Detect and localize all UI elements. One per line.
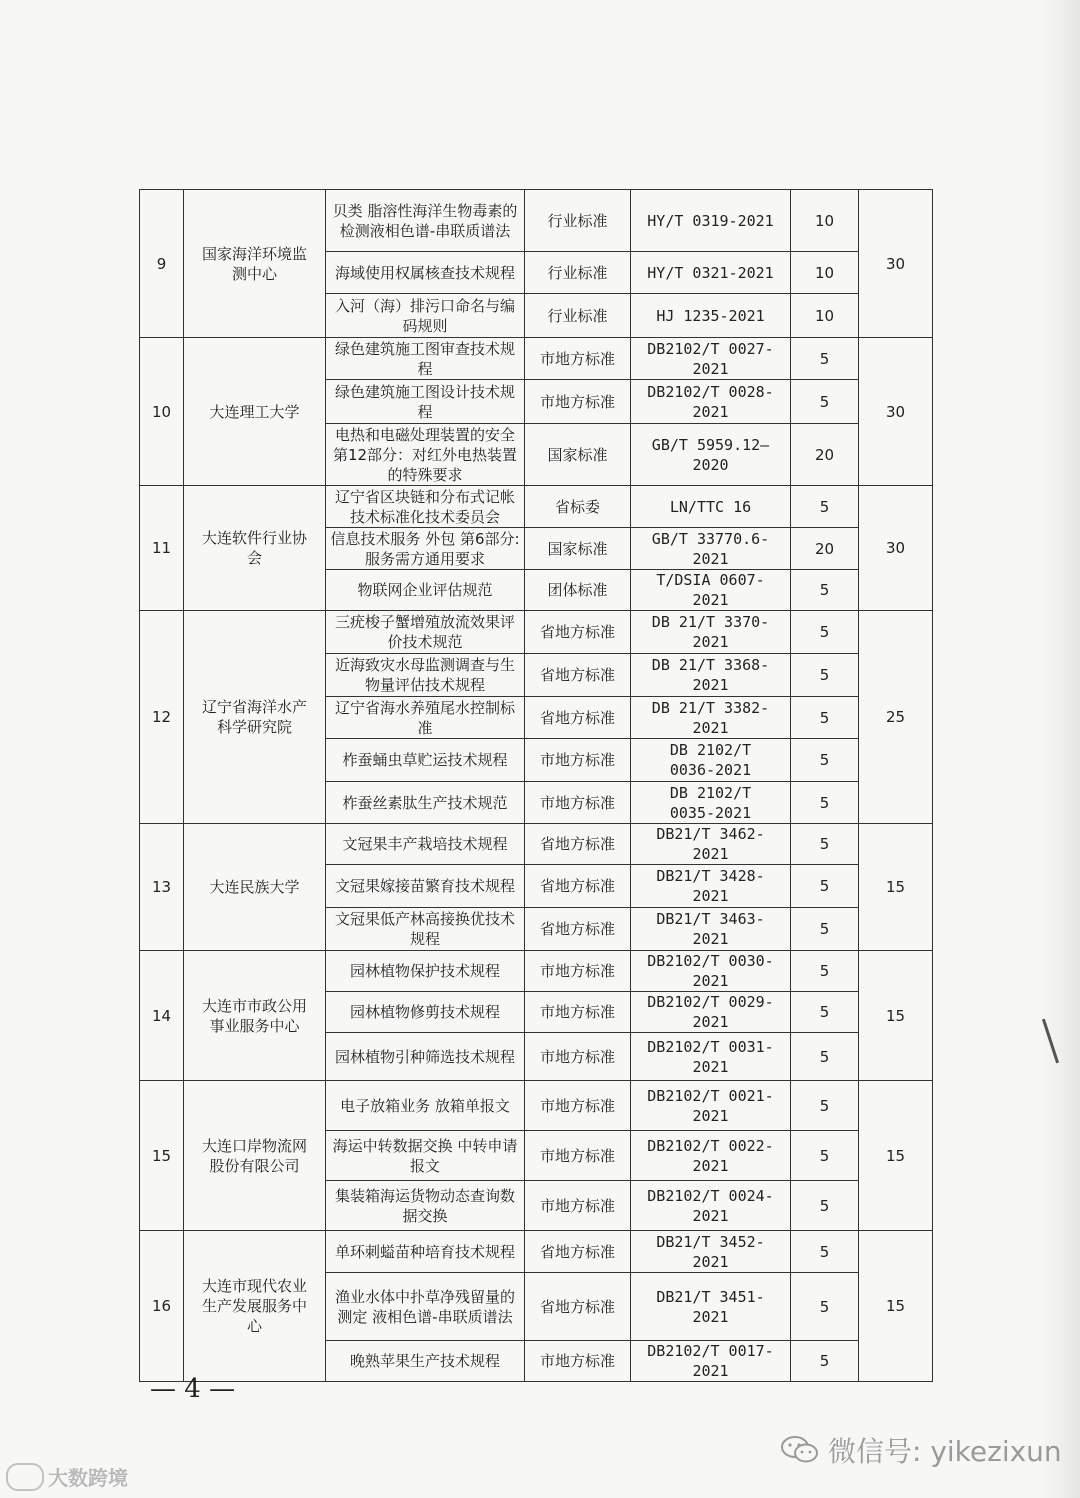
standard-type: 省地方标准: [525, 1273, 631, 1341]
table-row: [140, 611, 933, 654]
item-score: 5: [791, 1181, 859, 1231]
standard-code: DB2102/T 0022-2021: [631, 1131, 791, 1181]
item-score: 5: [791, 992, 859, 1033]
standard-code: LN/TTC 16: [631, 486, 791, 528]
standard-type: 市地方标准: [525, 992, 631, 1033]
standard-code: DB2102/T 0021-2021: [631, 1081, 791, 1131]
item-score: 5: [791, 865, 859, 908]
standard-type: 市地方标准: [525, 782, 631, 824]
standard-code: DB21/T 3462-2021: [631, 824, 791, 865]
standard-type: 省地方标准: [525, 697, 631, 739]
standard-type: 省地方标准: [525, 1231, 631, 1273]
standard-code: DB 2102/T 0035-2021: [631, 782, 791, 824]
table-row: [140, 951, 933, 992]
standard-name: 渔业水体中扑草净残留量的测定 液相色谱-串联质谱法: [326, 1273, 525, 1341]
row-number: 15: [140, 1081, 184, 1231]
standard-name: 园林植物保护技术规程: [326, 951, 525, 992]
standard-code: DB2102/T 0029-2021: [631, 992, 791, 1033]
organization-name: 大连理工大学: [184, 338, 326, 486]
standard-type: 省地方标准: [525, 611, 631, 654]
item-score: 5: [791, 1231, 859, 1273]
standard-type: 团体标准: [525, 570, 631, 611]
standard-name: 单环刺螠苗种培育技术规程: [326, 1231, 525, 1273]
group-total-score: 15: [859, 1231, 933, 1382]
standard-type: 省地方标准: [525, 654, 631, 697]
standard-type: 市地方标准: [525, 739, 631, 782]
item-score: 5: [791, 782, 859, 824]
standard-code: GB/T 5959.12—2020: [631, 424, 791, 486]
item-score: 5: [791, 611, 859, 654]
item-score: 5: [791, 380, 859, 424]
standard-name: 电子放箱业务 放箱单报文: [326, 1081, 525, 1131]
standard-type: 国家标准: [525, 424, 631, 486]
item-score: 10: [791, 294, 859, 338]
item-score: 5: [791, 486, 859, 528]
page-edge-shadow: [1040, 0, 1080, 1498]
item-score: 5: [791, 1273, 859, 1341]
item-score: 5: [791, 824, 859, 865]
item-score: 5: [791, 654, 859, 697]
standard-name: 辽宁省海水养殖尾水控制标准: [326, 697, 525, 739]
standard-code: HY/T 0321-2021: [631, 252, 791, 294]
standard-name: 绿色建筑施工图审查技术规程: [326, 338, 525, 380]
standard-name: 贝类 脂溶性海洋生物毒素的检测液相色谱-串联质谱法: [326, 190, 525, 252]
row-number: 14: [140, 951, 184, 1081]
standard-type: 省地方标准: [525, 908, 631, 951]
standard-code: T/DSIA 0607-2021: [631, 570, 791, 611]
organization-name: 辽宁省海洋水产科学研究院: [184, 611, 326, 824]
standard-type: 国家标准: [525, 528, 631, 570]
item-score: 5: [791, 697, 859, 739]
standard-type: 省标委: [525, 486, 631, 528]
group-total-score: 30: [859, 486, 933, 611]
organization-name: 大连市现代农业生产发展服务中心: [184, 1231, 326, 1382]
item-score: 5: [791, 1033, 859, 1081]
standard-name: 入河（海）排污口命名与编码规则: [326, 294, 525, 338]
standard-code: DB 2102/T 0036-2021: [631, 739, 791, 782]
standard-code: DB2102/T 0028-2021: [631, 380, 791, 424]
organization-name: 大连口岸物流网股份有限公司: [184, 1081, 326, 1231]
standard-name: 柞蚕丝素肽生产技术规范: [326, 782, 525, 824]
wechat-icon: [780, 1434, 820, 1466]
standard-type: 市地方标准: [525, 951, 631, 992]
row-number: 10: [140, 338, 184, 486]
standard-name: 物联网企业评估规范: [326, 570, 525, 611]
standard-name: 园林植物修剪技术规程: [326, 992, 525, 1033]
standard-name: 柞蚕蛹虫草贮运技术规程: [326, 739, 525, 782]
group-total-score: 30: [859, 190, 933, 338]
watermark-left-text: 大数跨境: [48, 1466, 128, 1490]
row-number: 12: [140, 611, 184, 824]
row-number: 11: [140, 486, 184, 611]
item-score: 5: [791, 570, 859, 611]
standard-code: DB2102/T 0024-2021: [631, 1181, 791, 1231]
table-row: [140, 1231, 933, 1273]
table-row: [140, 190, 933, 252]
standards-table: [139, 189, 933, 1382]
item-score: 10: [791, 190, 859, 252]
organization-name: 大连软件行业协会: [184, 486, 326, 611]
item-score: 5: [791, 1131, 859, 1181]
standard-name: 园林植物引种筛选技术规程: [326, 1033, 525, 1081]
standard-code: DB 21/T 3368-2021: [631, 654, 791, 697]
standard-code: DB21/T 3463-2021: [631, 908, 791, 951]
group-total-score: 15: [859, 824, 933, 951]
organization-name: 大连民族大学: [184, 824, 326, 951]
standard-name: 辽宁省区块链和分布式记帐技术标准化技术委员会: [326, 486, 525, 528]
standard-code: DB21/T 3428-2021: [631, 865, 791, 908]
item-score: 5: [791, 951, 859, 992]
item-score: 20: [791, 528, 859, 570]
standard-name: 近海致灾水母监测调查与生物量评估技术规程: [326, 654, 525, 697]
standard-code: DB2102/T 0031-2021: [631, 1033, 791, 1081]
watermark-left: [6, 1462, 128, 1491]
item-score: 5: [791, 908, 859, 951]
standard-name: 海域使用权属核查技术规程: [326, 252, 525, 294]
item-score: 20: [791, 424, 859, 486]
group-total-score: 15: [859, 951, 933, 1081]
standard-name: 电热和电磁处理装置的安全 第12部分：对红外电热装置的特殊要求: [326, 424, 525, 486]
page-number: — 4 —: [150, 1374, 236, 1404]
table-row: [140, 486, 933, 528]
standard-type: 市地方标准: [525, 1131, 631, 1181]
group-total-score: 15: [859, 1081, 933, 1231]
standard-code: DB21/T 3452-2021: [631, 1231, 791, 1273]
item-score: 5: [791, 1341, 859, 1382]
standard-name: 三疣梭子蟹增殖放流效果评价技术规范: [326, 611, 525, 654]
standard-code: DB2102/T 0027-2021: [631, 338, 791, 380]
standard-name: 绿色建筑施工图设计技术规程: [326, 380, 525, 424]
row-number: 16: [140, 1231, 184, 1382]
watermark-right-text: 微信号: yikezixun: [828, 1435, 1062, 1468]
standard-name: 海运中转数据交换 中转申请报文: [326, 1131, 525, 1181]
standard-type: 省地方标准: [525, 824, 631, 865]
standard-name: 晚熟苹果生产技术规程: [326, 1341, 525, 1382]
standard-type: 行业标准: [525, 252, 631, 294]
standard-type: 市地方标准: [525, 1341, 631, 1382]
standard-name: 文冠果低产林高接换优技术规程: [326, 908, 525, 951]
standard-code: GB/T 33770.6-2021: [631, 528, 791, 570]
standard-type: 市地方标准: [525, 380, 631, 424]
standard-type: 市地方标准: [525, 1181, 631, 1231]
item-score: 5: [791, 1081, 859, 1131]
table-row: [140, 1081, 933, 1131]
standard-name: 集装箱海运货物动态查询数据交换: [326, 1181, 525, 1231]
standard-code: HJ 1235-2021: [631, 294, 791, 338]
standard-type: 行业标准: [525, 190, 631, 252]
item-score: 10: [791, 252, 859, 294]
organization-name: 大连市市政公用事业服务中心: [184, 951, 326, 1081]
organization-name: 国家海洋环境监测中心: [184, 190, 326, 338]
item-score: 5: [791, 739, 859, 782]
standard-type: 市地方标准: [525, 338, 631, 380]
standard-code: DB2102/T 0017-2021: [631, 1341, 791, 1382]
watermark-right: [780, 1430, 1062, 1470]
brand-logo-icon: [6, 1463, 44, 1491]
standard-code: DB21/T 3451-2021: [631, 1273, 791, 1341]
standard-code: HY/T 0319-2021: [631, 190, 791, 252]
standard-type: 省地方标准: [525, 865, 631, 908]
row-number: 13: [140, 824, 184, 951]
row-number: 9: [140, 190, 184, 338]
table-row: [140, 338, 933, 380]
item-score: 5: [791, 338, 859, 380]
standard-name: 文冠果嫁接苗繁育技术规程: [326, 865, 525, 908]
standard-code: DB2102/T 0030-2021: [631, 951, 791, 992]
standard-type: 市地方标准: [525, 1033, 631, 1081]
standard-code: DB 21/T 3370-2021: [631, 611, 791, 654]
standard-code: DB 21/T 3382-2021: [631, 697, 791, 739]
table-row: [140, 824, 933, 865]
standard-type: 市地方标准: [525, 1081, 631, 1131]
table-body: [140, 190, 933, 1382]
group-total-score: 30: [859, 338, 933, 486]
standard-type: 行业标准: [525, 294, 631, 338]
group-total-score: 25: [859, 611, 933, 824]
standard-name: 信息技术服务 外包 第6部分:服务需方通用要求: [326, 528, 525, 570]
standard-name: 文冠果丰产栽培技术规程: [326, 824, 525, 865]
